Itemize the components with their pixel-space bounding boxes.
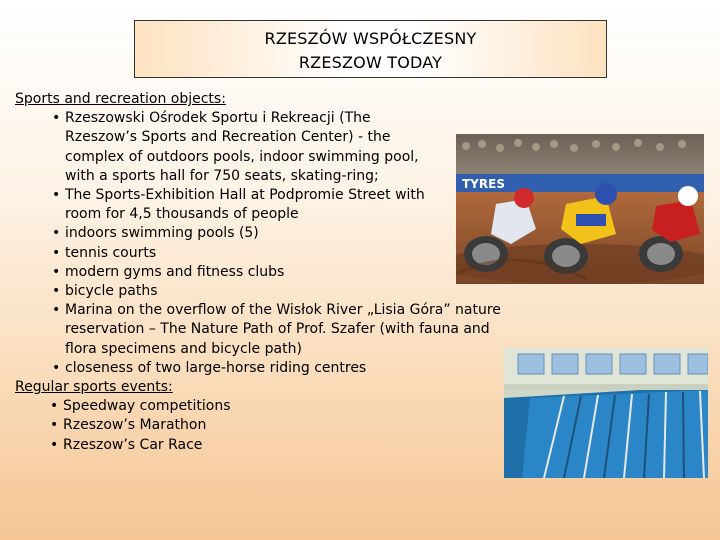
list-item: • tennis courts — [15, 244, 485, 263]
title-polish: RZESZÓW WSPÓŁCZESNY — [264, 29, 477, 48]
bullet: • — [52, 110, 61, 127]
events-heading: Regular sports events: — [15, 379, 173, 396]
title-box — [134, 20, 607, 78]
bullet: • — [52, 263, 61, 280]
list-item: • Rzeszow’s Marathon — [15, 416, 485, 435]
bullet: • — [52, 244, 61, 261]
bullet: • — [52, 187, 61, 204]
objects-heading: Sports and recreation objects: — [15, 91, 226, 107]
bullet: • — [50, 436, 59, 453]
main-content — [15, 90, 501, 455]
bullet: • — [50, 417, 59, 434]
objects-list — [15, 109, 501, 378]
list-item: • Speedway competitions — [15, 397, 485, 416]
bullet: • — [52, 302, 61, 319]
list-item: • Rzeszowski Ośrodek Sportu i Rekreacji (The Rzeszow’s Sports and Recreation Center) - the complex of outdoors pools, indoor swimming pool, with a sports hall for 750 seats, skating-ring; — [52, 110, 419, 184]
list-item: • bicycle paths — [15, 282, 485, 301]
swimming-pool-photo — [504, 348, 708, 478]
list-item: • Marina on the overflow of the Wisłok River „Lisia Góra” nature reservation – The Nature Path of Prof. Szafer (with fauna and flora specimens and bicycle path) — [52, 302, 501, 357]
title-english: RZESZOW TODAY — [298, 53, 443, 72]
speedway-banner-text: TYRES — [462, 177, 505, 191]
bullet: • — [52, 225, 61, 242]
list-item: • indoors swimming pools (5) — [15, 224, 485, 243]
bullet: • — [52, 283, 61, 300]
speedway-photo — [456, 134, 704, 284]
bullet: • — [50, 398, 59, 415]
list-item: • The Sports-Exhibition Hall at Podpromie Street with room for 4,5 thousands of people — [52, 187, 425, 223]
bullet: • — [52, 359, 61, 376]
list-item: • closeness of two large-horse riding centres — [15, 359, 525, 378]
list-item: • Rzeszow’s Car Race — [15, 436, 485, 455]
events-list — [15, 397, 485, 455]
list-item: • modern gyms and fitness clubs — [15, 263, 485, 282]
